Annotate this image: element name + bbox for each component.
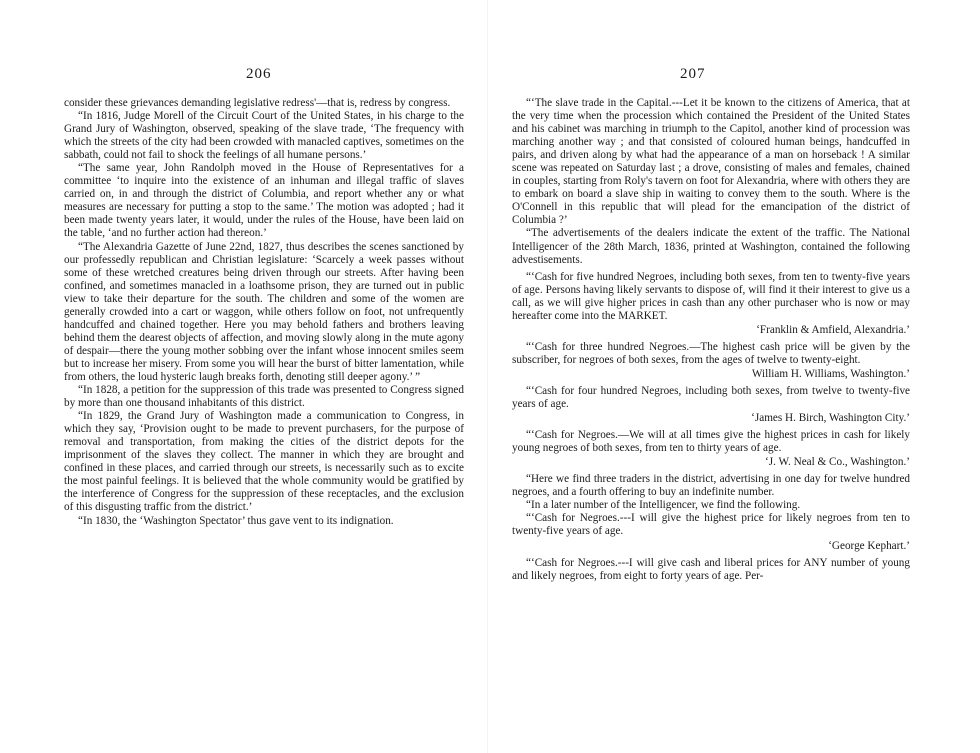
advertisement: “‘Cash for five hundred Negroes, including both sexes, from ten to twenty-five years of age. Persons having likely servants to dispose of, will find it their interest to give us a call, as we will give higher prices in cash than any other purchaser who is now or may hereafter come into the MARKET. xyxy=(512,270,910,322)
advertisement: “‘Cash for Negroes.---I will give cash and liberal prices for ANY number of young and likely negroes, from eight to forty years of age. Per- xyxy=(512,556,910,582)
left-page-number: 206 xyxy=(246,66,272,82)
paragraph: “The advertisements of the dealers indicate the extent of the traffic. The National Intelligencer of the 28th March, 1836, printed at Washington, contained the following advestisements. xyxy=(512,227,910,266)
paragraph: “‘The slave trade in the Capital.---Let it be known to the citizens of America, that at the very time when the procession which contained the President of the United States and his cabinet was marching in triumph to the Capitol, another kind of procession was marching another way ; and that consisted of coloured human beings, handcuffed in pairs, and driven along by what had the appearance of a man on horseback ! A similar scene was repeated on Saturday last ; a drove, consisting of males and females, chained in couples, starting from Roly's tavern on foot for Alexandria, where with others they are to embark on board a slave ship in waiting to convey them to the south. Where is the O'Connell in this republic that will plead for the emancipation of the district of Columbia ?’ xyxy=(512,97,910,227)
advertisement-signature: ‘J. W. Neal & Co., Washington.’ xyxy=(765,456,910,469)
advertisement-signature: ‘Franklin & Amfield, Alexandria.’ xyxy=(756,323,910,336)
page-gutter xyxy=(487,0,488,753)
advertisement: “‘Cash for Negroes.---I will give the highest price for likely negroes from ten to twenty-five years of age. xyxy=(512,512,910,538)
advertisement: “‘Cash for three hundred Negroes.—The highest cash price will be given by the subscriber, for negroes of both sexes, from the ages of twelve to twenty-eight. xyxy=(512,340,910,366)
advertisement-signature: William H. Williams, Washington.’ xyxy=(751,367,910,380)
paragraph: “In 1829, the Grand Jury of Washington made a communication to Congress, in which they say, ‘Provision ought to be made to prevent purchasers, for the purpose of removal and transportation, from making the cities of the district depots for the imprisonment of the slaves they collect. The manner in which they are brought and confined in these places, and carried through our streets, is necessarily such as to excite the most painful feelings. It is believed that the whole community would be gratified by the interference of Congress for the suppression of these receptacles, and the exclusion of this disgusting traffic from the district.’ xyxy=(64,410,464,514)
paragraph: “In 1828, a petition for the suppression of this trade was presented to Congress signed by more than one thousand inhabitants of this district. xyxy=(64,384,464,410)
advertisement: “‘Cash for Negroes.—We will at all times give the highest prices in cash for likely young negroes of both sexes, from ten to thirty years of age. xyxy=(512,429,910,455)
right-page xyxy=(512,0,910,753)
advertisement-signature: ‘James H. Birch, Washington City.’ xyxy=(751,412,910,425)
paragraph: consider these grievances demanding legislative redress'—that is, redress by congress. xyxy=(64,97,451,109)
paragraph: “The Alexandria Gazette of June 22nd, 1827, thus describes the scenes sanctioned by our professedly republican and Christian legislature: ‘Scarcely a week passes without some of these wretched creatures being driven through our streets. After having been confined, and sometimes manacled in a loathsome prison, they are turned out in public view to take their departure for the south. The children and some of the women are generally crowded into a cart or waggon, while others follow on foot, not unfrequently handcuffed and chained together. Here you may behold fathers and brothers leaving behind them the dearest objects of affection, and moving slowly along in the mute agony of despair—there the young mother sobbing over the infant whose innocent smiles seem but to increase her misery. From some you will hear the burst of bitter lamentation, while from others, the loud hysteric laugh breaks forth, denoting still deeper agony.’ ” xyxy=(64,240,464,383)
advertisement-signature: ‘George Kephart.’ xyxy=(828,539,910,552)
paragraph: “In a later number of the Intelligencer, we find the following. xyxy=(526,499,801,512)
right-page-number: 207 xyxy=(680,66,706,82)
left-page xyxy=(64,0,464,753)
advertisement: “‘Cash for four hundred Negroes, including both sexes, from twelve to twenty-five years of age. xyxy=(512,384,910,411)
paragraph: “Here we find three traders in the district, advertising in one day for twelve hundred negroes, and a fourth offering to buy an indefinite number. xyxy=(512,473,910,499)
paragraph: “In 1816, Judge Morell of the Circuit Court of the United States, in his charge to the Grand Jury of Washington, observed, speaking of the slave trade, ‘The frequency with which the streets of the city had been crowded with manacled captives, sometimes on the sabbath, could not fail to shock the feelings of all humane persons.’ xyxy=(64,110,464,162)
paragraph: “In 1830, the ‘Washington Spectator’ thus gave vent to its indignation. xyxy=(78,514,394,527)
right-page-body xyxy=(512,97,910,583)
paragraph: “The same year, John Randolph moved in the House of Representatives for a committee ‘to inquire into the existence of an inhuman and illegal traffic of slaves carried on, in and through the district of Columbia, and report whether any or what measures are necessary for putting a stop to the same.’ The motion was adopted ; had it been made twenty years later, it would, under the rules of the House, have been laid on the table, ‘and no further action had thereon.’ xyxy=(64,162,464,240)
left-page-body xyxy=(64,97,464,528)
